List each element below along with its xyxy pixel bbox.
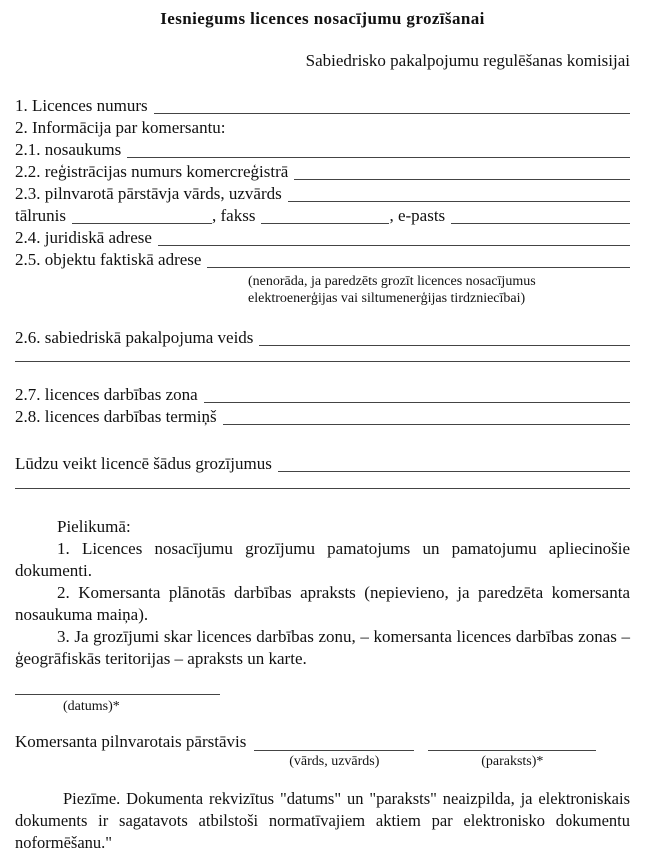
representative-name-blank[interactable] bbox=[288, 201, 630, 202]
legal-address-blank[interactable] bbox=[158, 245, 630, 246]
representative-name-label: 2.3. pilnvarotā pārstāvja vārds, uzvārds bbox=[15, 184, 282, 203]
field-row-representative-name bbox=[15, 183, 630, 205]
signature-name-column bbox=[254, 731, 414, 770]
signature-row bbox=[15, 731, 630, 770]
representative-signature-label: Komersanta pilnvarotais pārstāvis bbox=[15, 732, 247, 751]
field-row-name bbox=[15, 139, 630, 161]
actual-address-blank[interactable] bbox=[207, 267, 630, 268]
service-type-label: 2.6. sabiedriskā pakalpojuma veids bbox=[15, 328, 254, 347]
amendment-request-label: Lūdzu veikt licencē šādus grozījumus bbox=[15, 454, 272, 473]
field-row-registration-number bbox=[15, 161, 630, 183]
operation-term-label: 2.8. licences darbības termiņš bbox=[15, 407, 217, 426]
date-label: (datums)* bbox=[63, 699, 120, 714]
service-type-blank-line2[interactable] bbox=[15, 349, 630, 362]
phone-label: tālrunis bbox=[15, 206, 66, 225]
field-row-operation-term bbox=[15, 406, 630, 428]
fullname-sub-label: (vārds, uzvārds) bbox=[289, 754, 380, 769]
operation-zone-label: 2.7. licences darbības zona bbox=[15, 385, 198, 404]
merchant-info-heading: 2. Informācija par komersantu: bbox=[15, 118, 226, 137]
fax-blank[interactable] bbox=[261, 223, 389, 224]
attachments-heading: Pielikumā: bbox=[57, 517, 131, 536]
footnote-section bbox=[15, 788, 630, 854]
signature-sub-label: (paraksts)* bbox=[481, 754, 544, 769]
registration-number-blank[interactable] bbox=[294, 179, 630, 180]
merchant-name-label: 2.1. nosaukums bbox=[15, 140, 122, 159]
licence-number-label: 1. Licences numurs bbox=[15, 96, 148, 115]
actual-address-label: 2.5. objektu faktiskā adrese bbox=[15, 250, 202, 269]
field-row-actual-address bbox=[15, 249, 630, 271]
attachment-item-2: 2. Komersanta plānotās darbības apraksts (nepievieno, ja paredzēta komersanta nosaukuma maiņa). bbox=[15, 583, 630, 624]
service-type-blank[interactable] bbox=[259, 345, 630, 346]
representative-signature-blank[interactable] bbox=[428, 731, 596, 751]
registration-number-label: 2.2. reģistrācijas numurs komercreģistrā bbox=[15, 162, 289, 181]
operation-term-blank[interactable] bbox=[223, 424, 630, 425]
representative-fullname-blank[interactable] bbox=[254, 731, 414, 751]
phone-blank[interactable] bbox=[72, 223, 212, 224]
addressee: Sabiedrisko pakalpojumu regulēšanas komisijai bbox=[305, 51, 630, 70]
field-row-service-type bbox=[15, 327, 630, 349]
signature-sign-column bbox=[428, 731, 596, 770]
operation-zone-blank[interactable] bbox=[204, 402, 630, 403]
attachment-item-1: 1. Licences nosacījumu grozījumu pamatojums un pamatojumu apliecinošie dokumenti. bbox=[15, 539, 630, 580]
amendment-request-blank[interactable] bbox=[278, 471, 630, 472]
field-row-operation-zone bbox=[15, 384, 630, 406]
amendment-request-blank-line2[interactable] bbox=[15, 475, 630, 489]
attachment-item-3: 3. Ja grozījumi skar licences darbības zonu, – komersanta licences darbības zonas – ģeogrāfiskās teritorijas – apraksts un karte. bbox=[15, 627, 630, 668]
licence-number-blank[interactable] bbox=[154, 113, 630, 114]
document-title: Iesniegums licences nosacījumu grozīšanai bbox=[160, 9, 485, 28]
email-label: , e-pasts bbox=[389, 206, 446, 225]
merchant-name-blank[interactable] bbox=[127, 157, 630, 158]
email-blank[interactable] bbox=[451, 223, 630, 224]
field-row-contacts bbox=[15, 205, 630, 227]
fax-label: , fakss bbox=[212, 206, 256, 225]
footnote-text: Piezīme. Dokumenta rekvizītus "datums" un "paraksts" neaizpilda, ja elektroniskais dokuments ir sagatavots atbilstoši normatīvajiem aktiem par elektronisko dokumentu noformēšanu." bbox=[15, 789, 630, 852]
actual-address-note: (nenorāda, ja paredzēts grozīt licences nosacījumus elektroenerģijas vai siltumenerģijas tirdzniecībai) bbox=[248, 274, 536, 306]
date-blank[interactable] bbox=[15, 694, 220, 695]
field-row-legal-address bbox=[15, 227, 630, 249]
field-row-licence-number bbox=[15, 95, 630, 117]
field-row-amendment-request bbox=[15, 453, 630, 475]
legal-address-label: 2.4. juridiskā adrese bbox=[15, 228, 152, 247]
